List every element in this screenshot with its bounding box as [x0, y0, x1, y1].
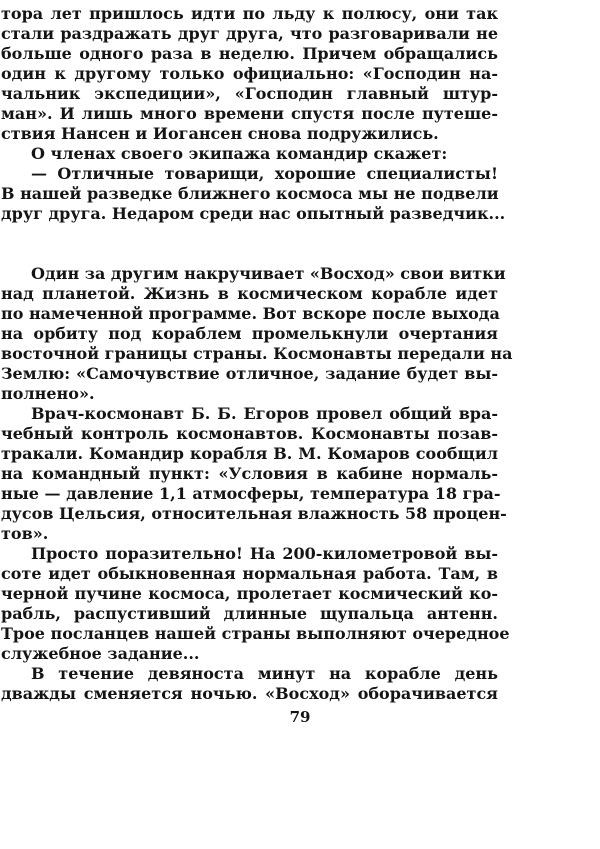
text-line: тов». [1, 524, 49, 543]
text-line: над планетой. Жизнь в космическом корабле идет [1, 284, 498, 303]
text-line: В нашей разведке ближнего космоса мы не подвели [1, 184, 499, 203]
text-line: Трое посланцев нашей страны выполняют очередное [1, 624, 510, 643]
text-line: друг друга. Недаром среди нас опытный разведчик... [1, 204, 506, 223]
text-line: В течение девяноста минут на корабле день [31, 664, 498, 683]
text-line: Врач-космонавт Б. Б. Егоров провел общий вра- [31, 404, 498, 423]
text-line: стали раздражать друг друга, что разговаривали не [1, 24, 498, 43]
text-line: черной пучине космоса, пролетает космический ко- [1, 584, 498, 603]
text-line: рабль, распустивший длинные щупальца антенн. [1, 604, 498, 623]
text-line: на орбиту под кораблем промелькнули очертания [1, 324, 498, 343]
text-line: полнено». [1, 384, 95, 403]
text-block-voskhod [1, 264, 513, 704]
page-number: 79 [289, 708, 311, 726]
text-line: дусов Цельсия, относительная влажность 58 процен- [1, 504, 507, 523]
text-line: ные — давление 1,1 атмосферы, температура 18 гра- [1, 484, 501, 503]
text-line: О членах своего экипажа командир скажет: [31, 144, 448, 163]
text-line: — Отличные товарищи, хорошие специалисты! [31, 164, 498, 183]
text-block-nansen [1, 4, 506, 224]
text-line: ствия Нансен и Иогансен снова подружились. [1, 124, 439, 143]
text-line: больше одного раза в неделю. Причем обращались [1, 44, 498, 63]
text-line: чебный контроль космонавтов. Космонавты позав- [1, 424, 498, 443]
text-line: по намеченной программе. Вот вскоре после выхода [1, 304, 500, 323]
text-line: Просто поразительно! На 200-километровой вы- [31, 544, 498, 563]
text-line: соте идет обыкновенная нормальная работа. Там, в [1, 564, 498, 583]
text-line: Один за другим накручивает «Восход» свои витки [31, 264, 506, 283]
text-line: дважды сменяется ночью. «Восход» оборачивается [1, 684, 498, 703]
text-line: на командный пункт: «Условия в кабине нормаль- [1, 464, 498, 483]
text-line: чальник экспедиции», «Господин главный штур- [1, 84, 498, 103]
text-line: один к другому только официально: «Господин на- [1, 64, 498, 83]
text-line: тракали. Командир корабля В. М. Комаров сообщил [1, 444, 498, 463]
text-line: Землю: «Самочувствие отличное, задание будет вы- [1, 364, 498, 383]
text-line: тора лет пришлось идти по льду к полюсу, они так [1, 4, 498, 23]
text-line: ман». И лишь много времени спустя после путеше- [1, 104, 498, 123]
text-line: служебное задание... [1, 644, 200, 663]
text-line: восточной границы страны. Космонавты передали на [1, 344, 513, 363]
